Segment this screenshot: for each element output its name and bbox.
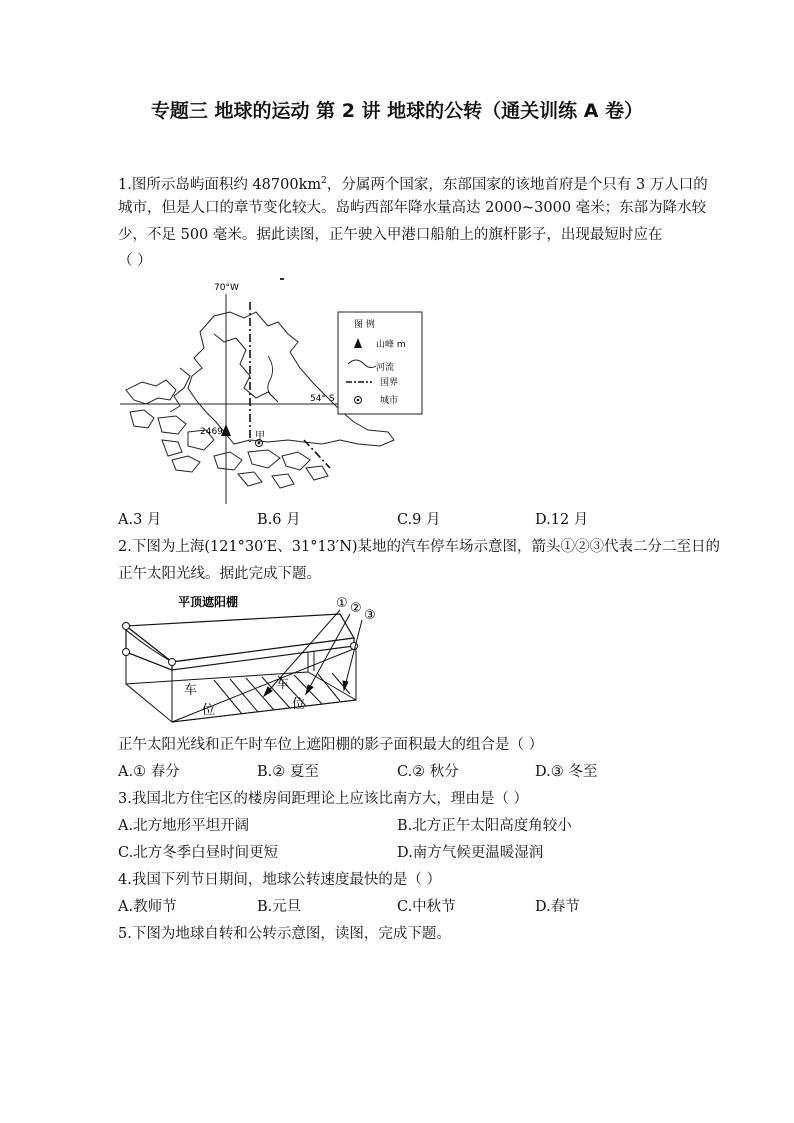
q3-option-a: A.北方地形平坦开阔	[118, 818, 250, 834]
q3-option-d: D.南方气候更温暖湿润	[397, 845, 544, 861]
national-border-south	[304, 440, 330, 468]
q4-option-d: D.春节	[535, 899, 580, 915]
ray-marker-1: ①	[336, 596, 348, 611]
west-islands	[126, 380, 214, 456]
slot-1-label-b: 位	[202, 703, 216, 718]
q4-question: 4.我国下列节日期间，地球公转速度最快的是（ ）	[118, 872, 441, 888]
q2-line-2: 正午太阳光线。据此完成下题。	[118, 566, 321, 582]
q2-option-b: B.② 夏至	[257, 764, 319, 780]
parking-lot-diagram	[118, 588, 388, 728]
q2-question: 正午太阳光线和正午时车位上遮阳棚的影子面积最大的组合是（ ）	[118, 737, 544, 753]
q2-option-c: C.② 秋分	[397, 764, 459, 780]
map-city-label: 甲	[255, 431, 265, 442]
q3-option-c: C.北方冬季白昼时间更短	[118, 845, 279, 861]
q1-option-c: C.9 月	[397, 512, 441, 528]
slot-2-label-a: 车	[276, 677, 290, 692]
q4-option-c: C.中秋节	[397, 899, 456, 915]
q5-question: 5.下图为地球自转和公转示意图，读图，完成下题。	[118, 926, 451, 942]
ray-marker-3: ③	[364, 608, 376, 623]
map-peak-label: 2469	[200, 427, 223, 437]
q3-question: 3.我国北方住宅区的楼房间距理论上应该比南方大，理由是（ ）	[118, 791, 528, 807]
q2-option-d: D.③ 冬至	[535, 764, 598, 780]
legend-title: 图 例	[354, 320, 375, 330]
q1-line-3: 少，不足 500 毫米。据此读图，正午驶入甲港口船舶上的旗杆影子，出现最短时应在	[118, 227, 663, 243]
map-river	[268, 356, 274, 398]
ray-marker-2: ②	[350, 601, 362, 616]
south-islands	[172, 450, 328, 488]
q1-option-d: D.12 月	[535, 512, 589, 528]
west-bay	[170, 368, 190, 412]
page-title: 专题三 地球的运动 第 2 讲 地球的公转（通关训练 A 卷）	[150, 100, 644, 122]
map-longitude-label: 70°W	[214, 283, 239, 293]
q1-option-b: B.6 月	[257, 512, 301, 528]
q4-option-b: B.元旦	[257, 899, 302, 915]
shade-roof-label: 平顶遮阳棚	[178, 595, 239, 609]
island-map	[118, 272, 428, 508]
slot-2-label-b: 位	[292, 697, 306, 712]
map-mark	[280, 278, 284, 280]
q1-line-1: 1.图所示岛屿面积约 $48700km^2$，分属两个国家，东部国家的该地首府是个只有 3 万人口的	[118, 176, 708, 193]
legend-peak-label: 山峰 m	[376, 340, 406, 350]
q2-option-a: A.① 春分	[118, 764, 180, 780]
legend-border-label: 国界	[380, 378, 399, 388]
q2-line-1: 2.下图为上海(121°30′E、31°13′N)某地的汽车停车场示意图，箭头①②③代表二分二至日的	[118, 539, 721, 555]
q1-option-a: A.3 月	[118, 512, 162, 528]
legend-city-label: 城市	[380, 396, 399, 406]
q4-option-a: A.教师节	[118, 899, 177, 915]
slot-1-label-a: 车	[184, 683, 198, 698]
legend-river-label: 河流	[376, 363, 395, 373]
q1-line-2: 城市，但是人口的章节变化较大。岛屿西部年降水量高达 2000~3000 毫米；东部为降水较	[118, 200, 707, 216]
map-latitude-label: 54° S	[310, 394, 335, 404]
q3-option-b: B.北方正午太阳高度角较小	[397, 818, 572, 834]
q1-line-4: （ ）	[118, 253, 152, 269]
